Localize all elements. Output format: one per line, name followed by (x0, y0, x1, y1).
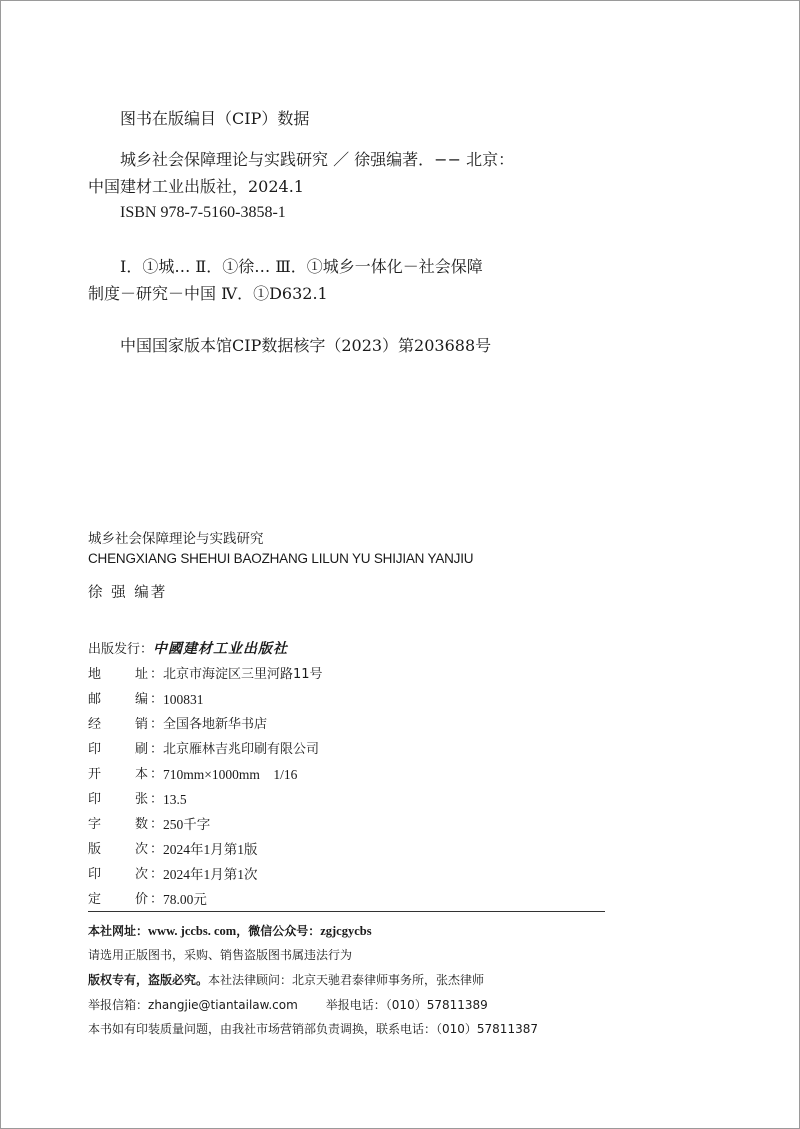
report-mail-label: 举报信箱： (88, 998, 149, 1012)
cip-isbn: ISBN 978-7-5160-3858-1 (120, 204, 286, 221)
website-label: 本社网址： (88, 924, 149, 938)
publisher-logo-text: 中國建材工业出版社 (153, 641, 289, 657)
report-email-link[interactable]: zhangjie@tiantailaw.com (148, 998, 298, 1012)
info-label: 开本 (88, 767, 148, 782)
info-label: 印次 (88, 867, 148, 882)
cip-title-line-2: 中国建材工业出版社，2024.1 (88, 177, 304, 196)
cip-record-number: 中国国家版本馆CIP数据核字（2023）第203688号 (120, 336, 492, 355)
website-line (88, 922, 372, 939)
info-row: 字数 ： 250千字 (88, 812, 323, 837)
cip-classification-line-1: Ⅰ．①城… Ⅱ．①徐… Ⅲ．①城乡一体化－社会保障 (120, 257, 483, 276)
edition-value: 2024年1月第1版 (163, 842, 258, 857)
report-phone: （010）57811389 (385, 998, 488, 1012)
info-label: 印张 (88, 792, 148, 807)
address-value: 北京市海淀区三里河路11号 (163, 667, 323, 682)
info-label: 经销 (88, 717, 148, 732)
cip-classification-line-2: 制度－研究－中国 Ⅳ．①D632.1 (88, 284, 328, 303)
legal-label: 本社法律顾问： (208, 973, 293, 987)
info-label: 定价 (88, 892, 148, 907)
publisher-row (88, 637, 323, 662)
info-row: 印张 ： 13.5 (88, 787, 323, 812)
rights-notice: 版权专有，盗版必究。 (88, 973, 209, 987)
rights-line (88, 971, 484, 988)
report-phone-label: 举报电话： (325, 998, 386, 1012)
report-line (88, 996, 488, 1013)
info-row: 印刷 ： 北京雁林吉兆印刷有限公司 (88, 737, 323, 762)
info-row: 版次 ： 2024年1月第1版 (88, 837, 323, 862)
info-row: 印次 ： 2024年1月第1次 (88, 862, 323, 887)
publisher-label: 出版发行： (88, 642, 154, 657)
cip-heading: 图书在版编目（CIP）数据 (120, 109, 310, 128)
piracy-notice: 请选用正版图书，采购、销售盗版图书属违法行为 (88, 948, 353, 962)
publication-info (88, 637, 323, 912)
footer-divider (88, 911, 605, 912)
sheets-value: 13.5 (163, 792, 187, 807)
service-line: 本书如有印装质量问题，由我社市场营销部负责调换，联系电话：（010）57811387 (88, 1022, 538, 1036)
postcode-value: 100831 (163, 692, 204, 707)
book-title-chinese: 城乡社会保障理论与实践研究 (88, 531, 264, 547)
word-count-value: 250千字 (163, 817, 211, 832)
printer-value: 北京雁林吉兆印刷有限公司 (163, 742, 320, 757)
price-value: 78.00元 (163, 892, 207, 907)
wechat-label: ，微信公众号： (236, 924, 321, 938)
info-label: 字数 (88, 817, 148, 832)
info-row: 邮编 ： 100831 (88, 687, 323, 712)
legal-counsel: 北京天驰君泰律师事务所，张杰律师 (292, 973, 485, 987)
printing-value: 2024年1月第1次 (163, 867, 258, 882)
book-title-pinyin: CHENGXIANG SHEHUI BAOZHANG LILUN YU SHIJIAN YANJIU (88, 551, 474, 566)
info-row: 定价 ： 78.00元 (88, 887, 323, 912)
cip-title-line-1: 城乡社会保障理论与实践研究 ／ 徐强编著．−− 北京： (120, 150, 515, 169)
info-label: 地址 (88, 667, 148, 682)
distributor-value: 全国各地新华书店 (163, 717, 268, 732)
info-label: 版次 (88, 842, 148, 857)
website-link[interactable]: www. jccbs. com (148, 924, 237, 938)
info-label: 邮编 (88, 692, 148, 707)
info-row: 经销 ： 全国各地新华书店 (88, 712, 323, 737)
book-author: 徐 强 编著 (88, 585, 168, 601)
wechat-id: zgjcgycbs (320, 924, 372, 938)
info-row: 开本 ： 710mm×1000mm 1/16 (88, 762, 323, 787)
info-label: 印刷 (88, 742, 148, 757)
info-row: 地址 ： 北京市海淀区三里河路11号 (88, 662, 323, 687)
format-value: 710mm×1000mm 1/16 (163, 767, 298, 782)
